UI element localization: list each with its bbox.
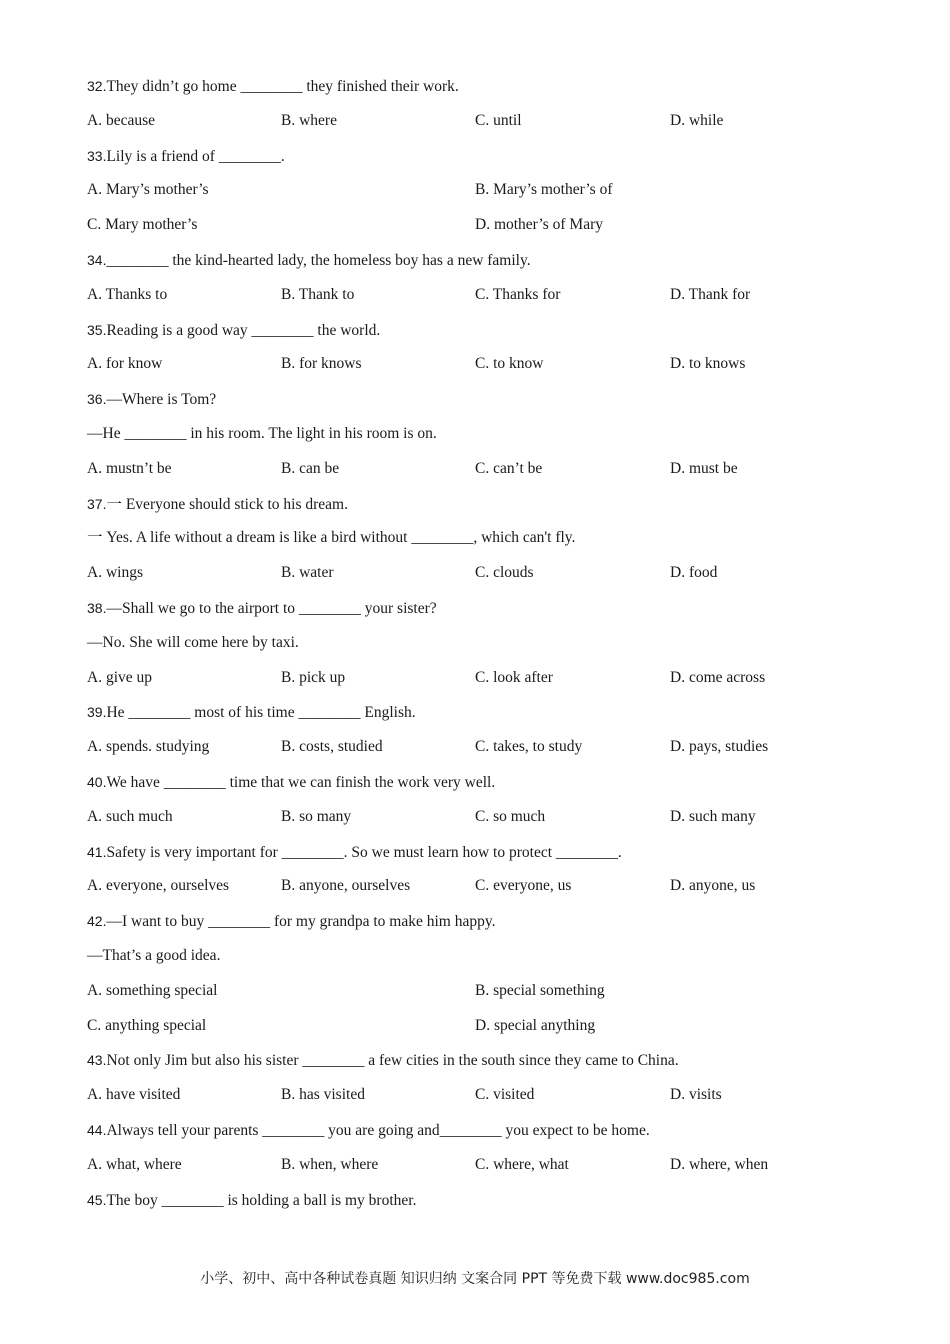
question-text: ________ the kind-hearted lady, the homeless boy has a new family. — [106, 252, 531, 269]
answer-option: C. takes, to study — [475, 738, 583, 756]
answer-option: B. Mary’s mother’s of — [475, 181, 613, 199]
question-text: 一 Yes. A life without a dream is like a bird without ________, which can't fly. — [87, 529, 576, 547]
question-stem — [87, 1119, 650, 1141]
answer-option: C. until — [475, 111, 522, 129]
answer-option: D. where, when — [670, 1155, 769, 1173]
answer-option: C. clouds — [475, 564, 534, 582]
question-number: 44. — [87, 1122, 107, 1138]
answer-option: C. everyone, us — [475, 877, 572, 895]
question-dialogue-line — [87, 632, 299, 654]
question-text: —He ________ in his room. The light in his room is on. — [87, 425, 437, 442]
answer-option: B. costs, studied — [281, 738, 383, 756]
question-stem — [87, 701, 416, 723]
answer-option: D. come across — [670, 668, 766, 686]
question-text: We have ________ time that we can finish the work very well. — [106, 774, 496, 791]
answer-option: B. Thank to — [281, 285, 355, 303]
answer-option: C. look after — [475, 668, 553, 686]
question-dialogue-line — [87, 945, 220, 967]
question-stem — [87, 910, 495, 932]
question-text: Always tell your parents ________ you are going and________ you expect to be home. — [106, 1122, 650, 1139]
answer-option: D. mother’s of Mary — [475, 216, 603, 234]
answer-option: A. what, where — [87, 1155, 182, 1173]
answer-option: A. everyone, ourselves — [87, 877, 230, 895]
question-text: —Where is Tom? — [106, 391, 217, 409]
answer-option: D. must be — [670, 459, 738, 477]
question-number: 41. — [87, 843, 107, 860]
answer-option: C. anything special — [87, 1016, 207, 1034]
question-stem — [87, 145, 285, 167]
question-stem — [87, 597, 437, 619]
answer-option: A. give up — [87, 668, 153, 686]
answer-option: D. visits — [670, 1086, 722, 1104]
answer-option: A. for know — [87, 355, 163, 373]
answer-option: B. special something — [475, 981, 605, 999]
question-number: 40. — [87, 774, 107, 790]
answer-option: A. such much — [87, 807, 173, 825]
question-stem — [87, 771, 495, 793]
question-number: 38. — [87, 600, 107, 616]
answer-option: A. wings — [87, 564, 143, 582]
question-text: 一 Everyone should stick to his dream. — [106, 495, 348, 513]
answer-option: C. so much — [475, 807, 546, 825]
answer-option: D. food — [670, 564, 718, 582]
answer-option: D. such many — [670, 807, 756, 825]
answer-option: C. Thanks for — [475, 285, 561, 303]
question-text: —I want to buy ________ for my grandpa to make him happy. — [106, 913, 496, 931]
answer-option: C. can’t be — [475, 459, 543, 477]
question-stem — [87, 249, 531, 271]
answer-option: B. anyone, ourselves — [281, 877, 411, 895]
answer-option: D. to knows — [670, 355, 746, 373]
answer-option: A. something special — [87, 981, 218, 999]
answer-option: C. visited — [475, 1086, 535, 1104]
answer-option: B. pick up — [281, 668, 346, 686]
question-text: Reading is a good way ________ the world. — [106, 321, 381, 339]
question-number: 33. — [87, 147, 107, 164]
answer-option: C. to know — [475, 355, 544, 373]
question-number: 32. — [87, 78, 107, 94]
footer-text: 小学、初中、高中各种试卷真题 知识归纳 文案合同 PPT 等免费下载 www.doc985.com — [200, 1271, 750, 1287]
question-text: Not only Jim but also his sister ________ a few cities in the south since they came to China. — [106, 1052, 679, 1070]
answer-option: D. while — [670, 111, 724, 129]
answer-option: C. where, what — [475, 1155, 569, 1173]
answer-option: B. has visited — [281, 1086, 365, 1104]
answer-option: B. for knows — [281, 355, 362, 373]
question-text: —That’s a good idea. — [87, 947, 221, 964]
question-text: Lily is a friend of ________. — [106, 147, 285, 165]
question-text: —No. She will come here by taxi. — [87, 633, 299, 651]
question-number: 37. — [87, 495, 107, 512]
question-text: Safety is very important for ________. So we must learn how to protect ________. — [106, 843, 622, 861]
answer-option: D. Thank for — [670, 285, 751, 303]
question-number: 35. — [87, 321, 107, 338]
question-stem — [87, 388, 216, 410]
question-number: 45. — [87, 1191, 107, 1208]
question-text: He ________ most of his time ________ English. — [106, 704, 416, 722]
answer-option: A. Mary’s mother’s — [87, 181, 209, 199]
question-number: 42. — [87, 913, 107, 930]
answer-option: A. because — [87, 111, 155, 129]
answer-option: A. Thanks to — [87, 285, 168, 303]
answer-option: B. water — [281, 564, 334, 582]
question-number: 43. — [87, 1052, 107, 1069]
question-dialogue-line — [87, 527, 575, 549]
question-text: The boy ________ is holding a ball is my brother. — [106, 1191, 417, 1209]
question-stem — [87, 1189, 416, 1211]
answer-option: B. where — [281, 111, 337, 129]
question-stem — [87, 319, 380, 341]
answer-option: D. pays, studies — [670, 738, 769, 756]
answer-option: B. can be — [281, 459, 340, 477]
answer-option: C. Mary mother’s — [87, 216, 198, 234]
answer-option: A. spends. studying — [87, 738, 210, 756]
answer-option: B. so many — [281, 807, 352, 825]
question-number: 39. — [87, 704, 107, 721]
answer-option: A. mustn’t be — [87, 459, 172, 477]
answer-option: A. have visited — [87, 1086, 181, 1104]
question-stem — [87, 1049, 679, 1071]
question-stem — [87, 493, 348, 515]
question-text: They didn’t go home ________ they finished their work. — [106, 78, 459, 95]
question-dialogue-line — [87, 423, 437, 445]
answer-option: D. anyone, us — [670, 877, 756, 895]
question-number: 34. — [87, 252, 107, 268]
answer-option: D. special anything — [475, 1016, 596, 1034]
question-number: 36. — [87, 391, 107, 408]
question-text: —Shall we go to the airport to ________ your sister? — [106, 600, 437, 617]
question-stem — [87, 841, 622, 863]
question-stem — [87, 75, 459, 97]
answer-option: B. when, where — [281, 1155, 379, 1173]
